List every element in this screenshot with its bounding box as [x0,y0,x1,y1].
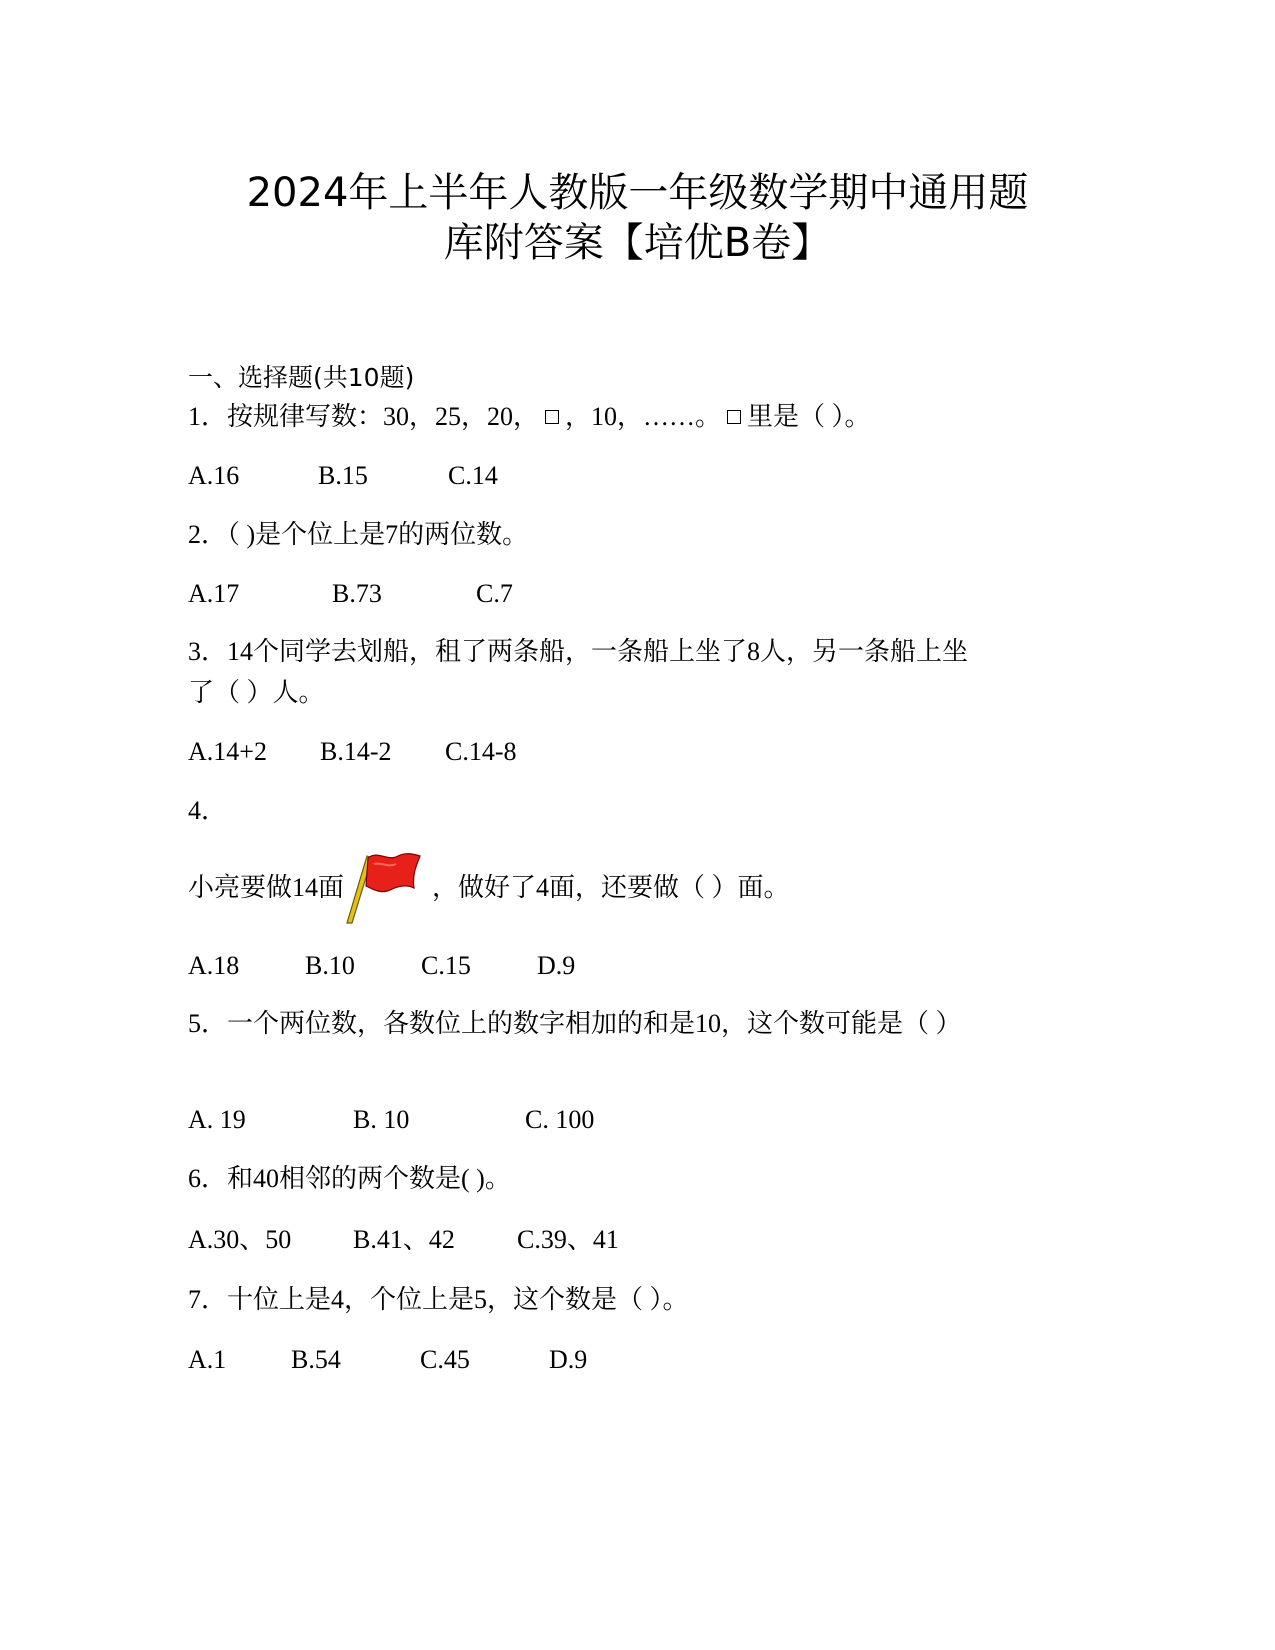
question-4-text-a: 小亮要做14面 [188,873,345,902]
option-c: C.39、41 [517,1225,619,1254]
option-b: B.14-2 [320,737,392,766]
option-a: A.14+2 [188,737,267,766]
option-b: B. 10 [353,1105,410,1134]
question-5-stem: 5．一个两位数，各数位上的数字相加的和是10，这个数可能是（ ） [188,1009,962,1038]
question-1-stem [188,398,871,436]
question-6-stem: 6．和40相邻的两个数是( )。 [188,1164,511,1193]
option-b: B.54 [291,1345,341,1374]
option-a: A.30、50 [188,1225,292,1254]
option-c: C.15 [421,951,471,980]
option-c: C.7 [476,579,513,608]
question-1-text-b: ，10，……。 [565,402,722,431]
option-a: A. 19 [188,1105,246,1134]
title-line-1: 2024年上半年人教版一年级数学期中通用题 [246,170,1029,216]
question-4-stem [188,850,790,930]
option-b: B.10 [305,951,355,980]
question-3-stem-line-1: 3．14个同学去划船，租了两条船，一条船上坐了8人，另一条船上坐 [188,637,969,666]
option-c: C. 100 [525,1105,595,1134]
blank-box-icon [545,410,559,424]
option-a: A.1 [188,1345,227,1374]
option-b: B.15 [318,461,368,490]
question-2-options [188,575,788,613]
option-a: A.16 [188,461,240,490]
option-d: D.9 [537,951,576,980]
question-2-stem: 2．（ )是个位上是7的两位数。 [188,520,529,549]
question-3-stem-line-2: 了（ ）人。 [188,678,325,707]
title-line-2: 库附答案【培优B卷】 [443,220,832,266]
option-c: C.14-8 [445,737,517,766]
question-1-text-a: 1．按规律写数：30，25，20， [188,402,540,431]
option-c: C.45 [420,1345,470,1374]
question-3-options [188,733,788,771]
question-7-options [188,1341,788,1379]
option-b: B.41、42 [353,1225,455,1254]
question-5-options [188,1101,788,1139]
blank-box-icon [727,410,741,424]
option-d: D.9 [549,1345,588,1374]
question-7-stem: 7．十位上是4，个位上是5，这个数是（ ）。 [188,1285,689,1314]
question-6-options [188,1221,788,1259]
option-b: B.73 [332,579,382,608]
document-title [150,168,1125,268]
question-1-text-c: 里是（ ）。 [747,402,871,431]
option-a: A.18 [188,951,240,980]
option-c: C.14 [448,461,498,490]
section-heading: 一、选择题(共10题) [188,363,415,392]
red-flag-icon [344,850,424,925]
question-1-options [188,457,788,495]
question-4-text-b: ，做好了4面，还要做（ ）面。 [432,873,790,902]
option-a: A.17 [188,579,240,608]
question-4-options [188,947,788,985]
question-4-number: 4． [188,796,228,825]
